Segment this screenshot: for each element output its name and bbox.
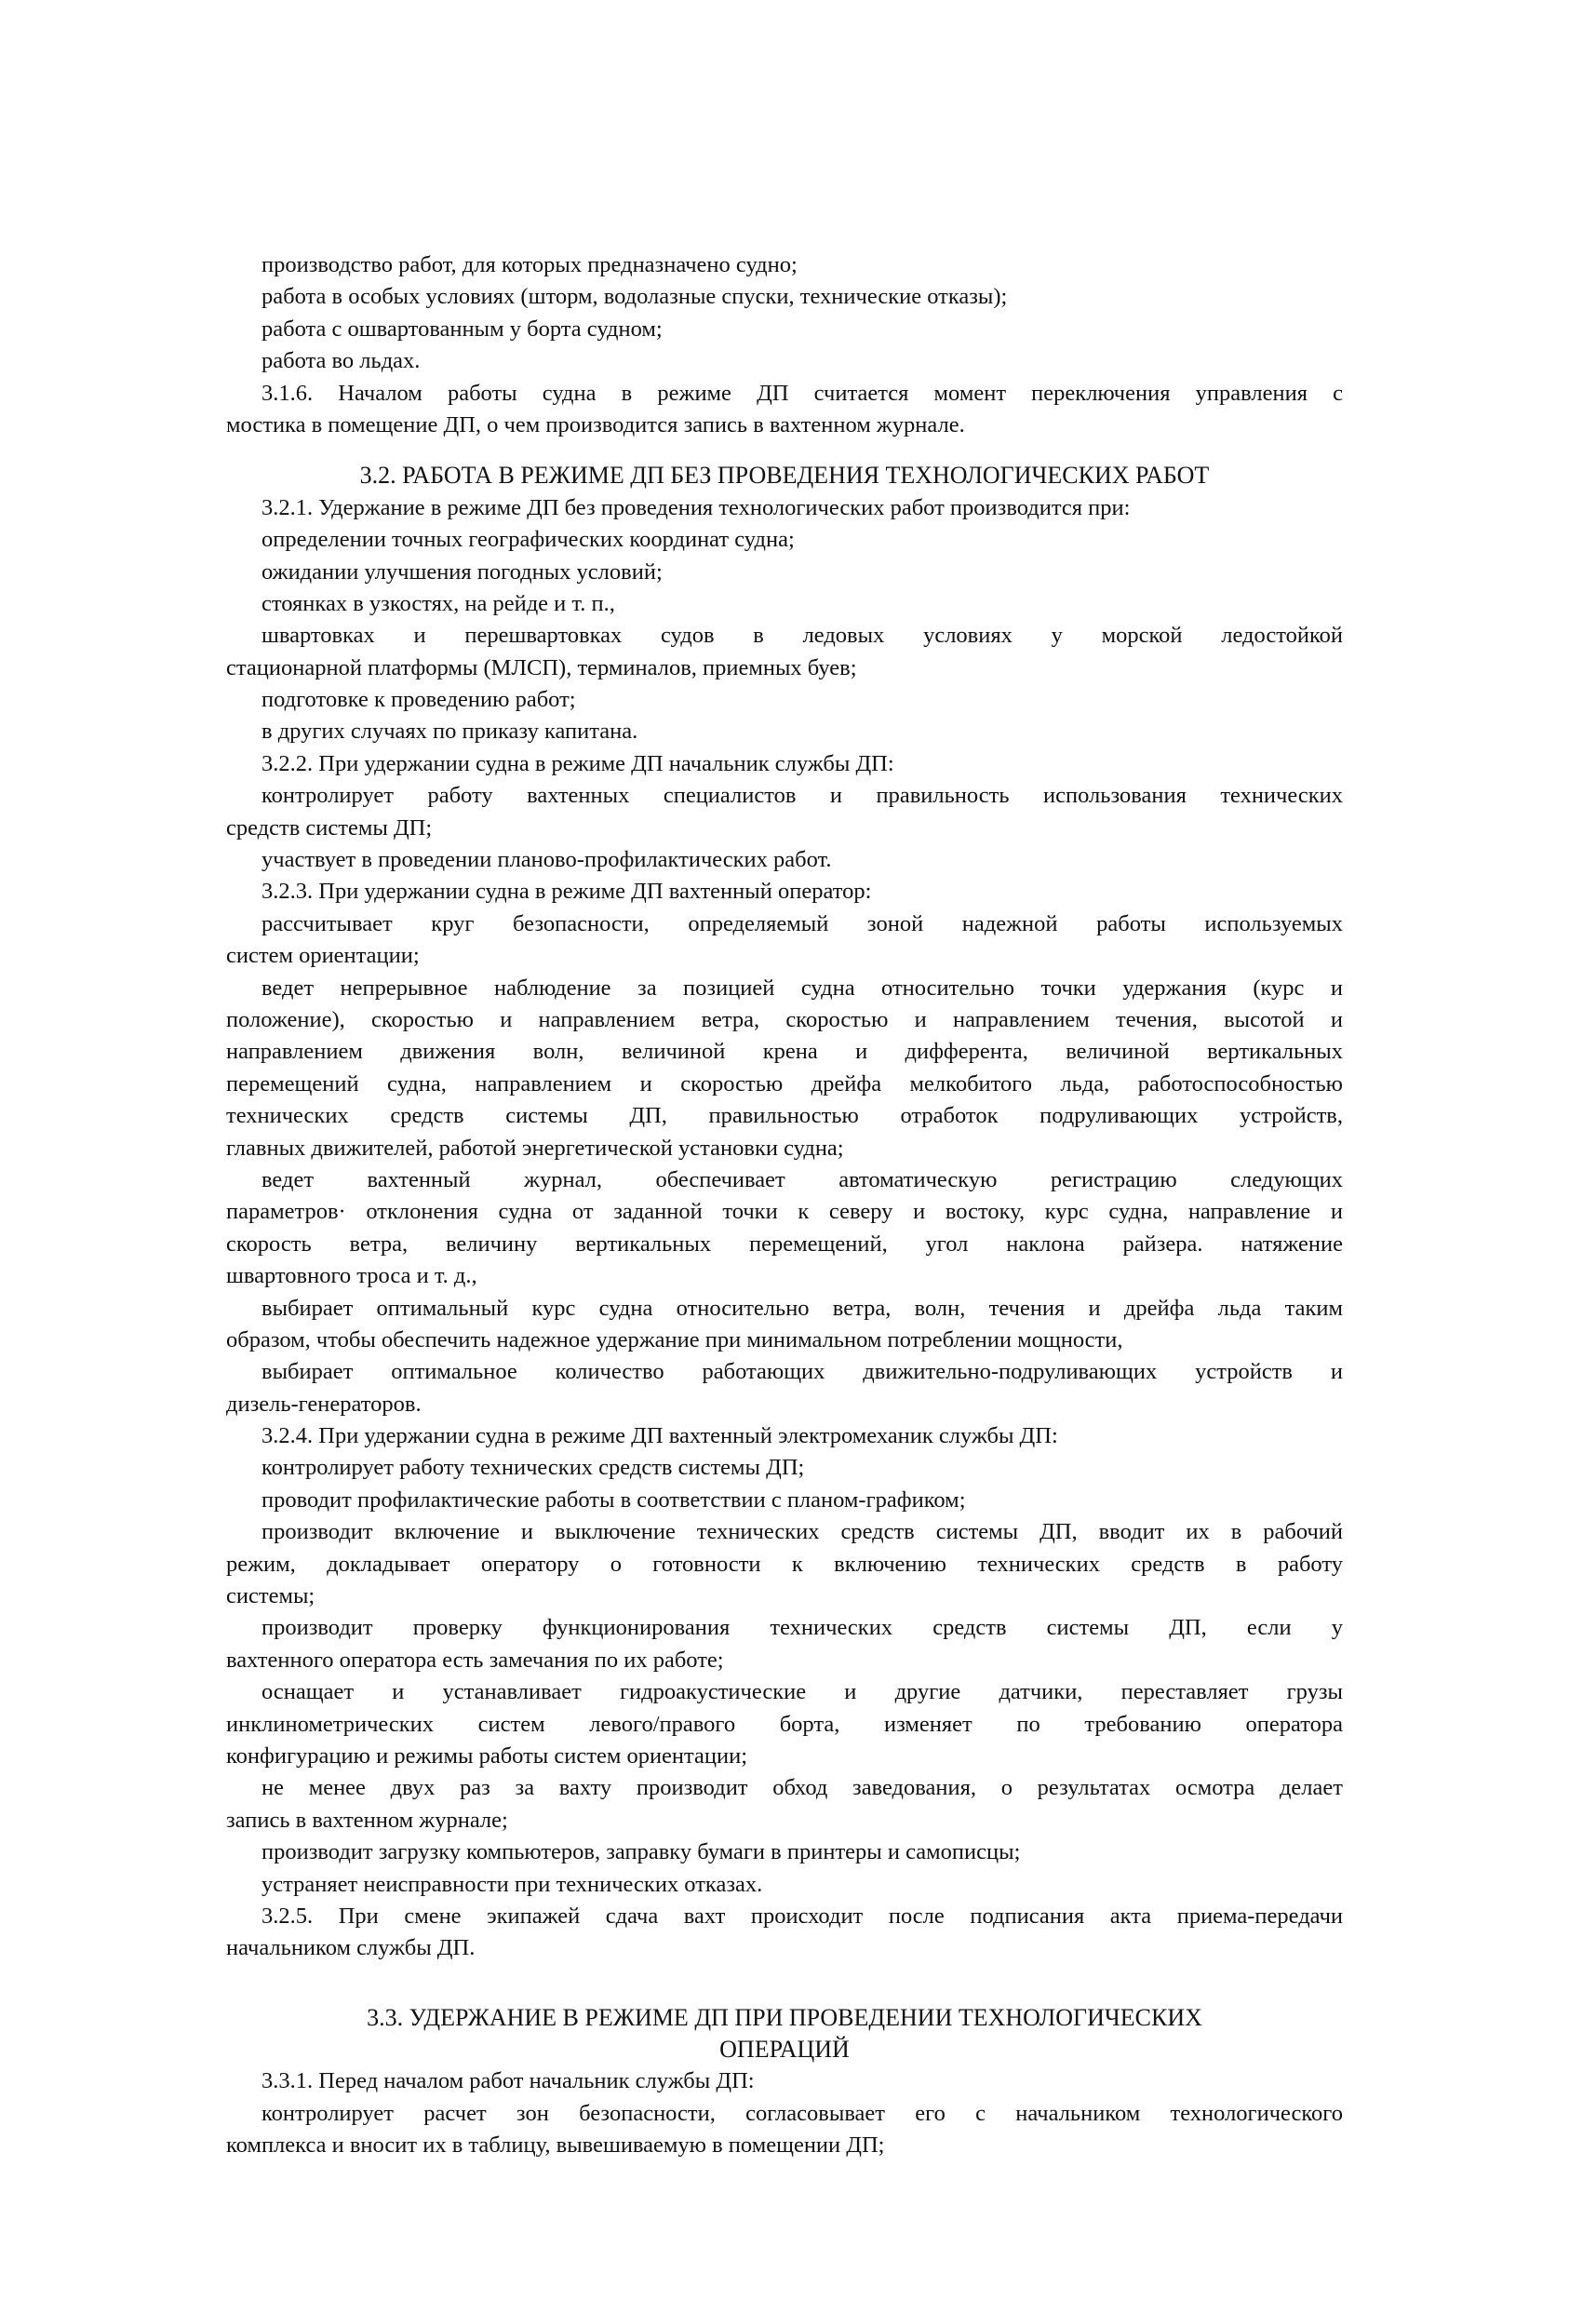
paragraph-3-2-5-line: 3.2.5. При смене экипажей сдача вахт происходит после подписания акта приема-передачи (262, 1903, 1343, 1929)
list-item: производит проверку функционирования технических средств системы ДП, если у (262, 1615, 1343, 1641)
list-item: контролирует расчет зон безопасности, согласовывает его с начальником технологического (262, 2100, 1343, 2126)
paragraph-3-2-4: 3.2.4. При удержании судна в режиме ДП вахтенный электромеханик службы ДП: (262, 1423, 1058, 1449)
list-item: стоянках в узкостях, на рейде и т. п., (262, 590, 615, 616)
list-item: направлением движения волн, величиной крена и дифферента, величиной вертикальных (226, 1039, 1343, 1065)
section-heading-3-3-cont: ОПЕРАЦИЙ (719, 2036, 850, 2064)
list-item: контролирует работу вахтенных специалистов и правильность использования технических (262, 783, 1343, 809)
list-item: запись в вахтенном журнале; (226, 1807, 508, 1833)
paragraph-3-2-1: 3.2.1. Удержание в режиме ДП без проведения технологических работ производится при: (262, 494, 1131, 520)
list-item: работа в особых условиях (шторм, водолазные спуски, технические отказы); (262, 284, 1008, 310)
list-item: выбирает оптимальное количество работающих движительно-подруливающих устройств и (262, 1359, 1343, 1385)
list-item: режим, докладывает оператору о готовности к включению технических средств в работу (226, 1551, 1343, 1577)
list-item: производит включение и выключение технических средств системы ДП, вводит их в рабочий (262, 1519, 1343, 1545)
list-item: работа с ошвартованным у борта судном; (262, 316, 663, 342)
list-item: стационарной платформы (МЛСП), терминалов, приемных буев; (226, 654, 857, 680)
list-item: главных движителей, работой энергетической установки судна; (226, 1135, 844, 1161)
paragraph-3-3-1: 3.3.1. Перед началом работ начальник службы ДП: (262, 2068, 755, 2094)
list-item: ведет вахтенный журнал, обеспечивает автоматическую регистрацию следующих (262, 1166, 1343, 1192)
list-item: работа во льдах. (262, 348, 421, 374)
list-item: технических средств системы ДП, правильностью отработок подруливающих устройств, (226, 1103, 1343, 1129)
list-item: не менее двух раз за вахту производит обход заведования, о результатах осмотра делает (262, 1775, 1343, 1801)
list-item: производит загрузку компьютеров, заправку бумаги в принтеры и самописцы; (262, 1839, 1021, 1865)
list-item: в других случаях по приказу капитана. (262, 719, 638, 745)
list-item: вахтенного оператора есть замечания по их работе; (226, 1647, 724, 1673)
list-item: участвует в проведении планово-профилактических работ. (262, 847, 832, 873)
list-item: систем ориентации; (226, 943, 420, 969)
document-page (226, 249, 1343, 2162)
list-item: средств системы ДП; (226, 814, 433, 841)
list-item: скорость ветра, величину вертикальных перемещений, угол наклона райзера. натяжение (226, 1231, 1343, 1257)
list-item: устраняет неисправности при технических отказах. (262, 1871, 763, 1897)
list-item: швартовного троса и т. д., (226, 1263, 477, 1289)
list-item: выбирает оптимальный курс судна относительно ветра, волн, течения и дрейфа льда таким (262, 1295, 1343, 1321)
list-item: оснащает и устанавливает гидроакустические и другие датчики, переставляет грузы (262, 1679, 1343, 1705)
list-item: системы; (226, 1583, 315, 1609)
paragraph-3-2-5-line: начальником службы ДП. (226, 1935, 476, 1961)
list-item: ожидании улучшения погодных условий; (262, 558, 663, 585)
list-item: определении точных географических координат судна; (262, 527, 795, 553)
list-item: комплекса и вносит их в таблицу, вывешиваемую в помещении ДП; (226, 2132, 885, 2159)
list-item: подготовке к проведению работ; (262, 687, 576, 713)
list-item: проводит профилактические работы в соответствии с планом-графиком; (262, 1487, 966, 1513)
list-item: производство работ, для которых предназначено судно; (262, 252, 798, 277)
paragraph-3-2-3: 3.2.3. При удержании судна в режиме ДП вахтенный оператор: (262, 879, 872, 905)
list-item: инклинометрических систем левого/правого борта, изменяет по требованию оператора (226, 1711, 1343, 1737)
paragraph-3-2-2: 3.2.2. При удержании судна в режиме ДП начальник службы ДП: (262, 750, 894, 776)
paragraph-3-1-6-line: 3.1.6. Началом работы судна в режиме ДП считается момент переключения управления с (262, 380, 1343, 406)
list-item: контролирует работу технических средств системы ДП; (262, 1455, 805, 1481)
paragraph-3-1-6-line: мостика в помещение ДП, о чем производится запись в вахтенном журнале. (226, 411, 965, 437)
list-item: рассчитывает круг безопасности, определяемый зоной надежной работы используемых (262, 910, 1343, 936)
section-heading-3-3: 3.3. УДЕРЖАНИЕ В РЕЖИМЕ ДП ПРИ ПРОВЕДЕНИИ ТЕХНОЛОГИЧЕСКИХ (367, 2003, 1202, 2031)
list-item: образом, чтобы обеспечить надежное удержание при минимальном потреблении мощности, (226, 1326, 1123, 1352)
list-item: положение), скоростью и направлением ветра, скоростью и направлением течения, высотой и (226, 1006, 1343, 1032)
list-item: дизель-генераторов. (226, 1391, 422, 1417)
list-item: конфигурацию и режимы работы систем ориентации; (226, 1742, 748, 1769)
list-item: параметров· отклонения судна от заданной точки к северу и востоку, курс судна, направление и (226, 1199, 1343, 1225)
list-item: швартовках и перешвартовках судов в ледовых условиях у морской ледостойкой (262, 623, 1343, 649)
list-item: перемещений судна, направлением и скоростью дрейфа мелкобитого льда, работоспособностью (226, 1070, 1343, 1096)
section-heading-3-2: 3.2. РАБОТА В РЕЖИМЕ ДП БЕЗ ПРОВЕДЕНИЯ ТЕХНОЛОГИЧЕСКИХ РАБОТ (359, 462, 1210, 490)
list-item: ведет непрерывное наблюдение за позицией судна относительно точки удержания (курс и (262, 975, 1343, 1001)
